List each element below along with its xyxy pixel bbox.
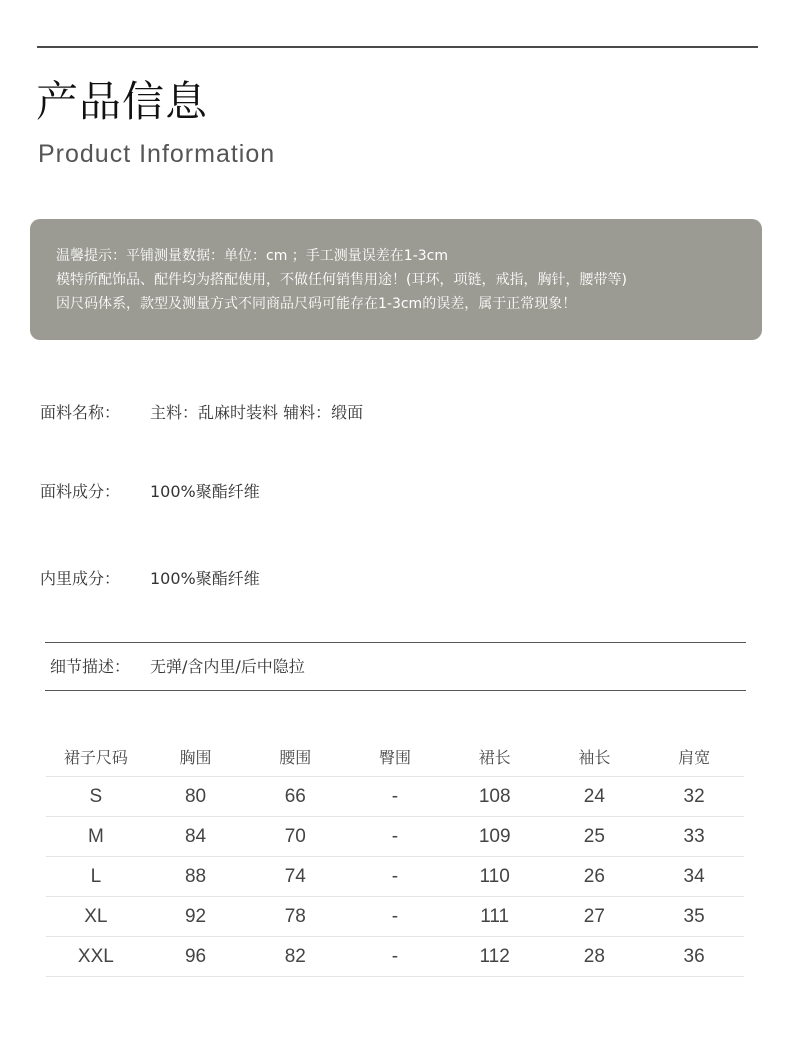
- section-subtitle: Product Information: [38, 140, 276, 168]
- table-cell: -: [345, 777, 445, 817]
- detail-label: 细节描述：: [50, 657, 131, 676]
- notice-line: 模特所配饰品、配件均为搭配使用，不做任何销售用途！(耳环，项链，戒指，胸针，腰带等): [56, 272, 627, 288]
- table-cell: -: [345, 817, 445, 857]
- table-cell: 109: [445, 817, 545, 857]
- header-hip: 臀围: [345, 737, 445, 777]
- fabric-composition-label: 面料成分：: [40, 482, 121, 501]
- table-cell: 74: [245, 857, 345, 897]
- table-cell: 78: [245, 897, 345, 937]
- top-divider: [37, 46, 758, 48]
- notice-line: 因尺码体系，款型及测量方式不同商品尺码可能存在1-3cm的误差，属于正常现象！: [56, 296, 577, 312]
- table-cell: XL: [46, 897, 146, 937]
- table-cell: 36: [644, 937, 744, 977]
- header-sleeve-length: 袖长: [545, 737, 645, 777]
- table-cell: S: [46, 777, 146, 817]
- table-cell: 33: [644, 817, 744, 857]
- table-cell: 32: [644, 777, 744, 817]
- table-cell: 111: [445, 897, 545, 937]
- table-cell: 88: [146, 857, 246, 897]
- notice-box: [30, 219, 762, 340]
- header-waist: 腰围: [245, 737, 345, 777]
- table-cell: L: [46, 857, 146, 897]
- table-cell: -: [345, 937, 445, 977]
- size-table-header: [46, 737, 744, 777]
- detail-value: 无弹/含内里/后中隐拉: [150, 657, 305, 676]
- table-cell: 24: [545, 777, 645, 817]
- header-shoulder-width: 肩宽: [644, 737, 744, 777]
- table-cell: 26: [545, 857, 645, 897]
- table-cell: 80: [146, 777, 246, 817]
- table-cell: 34: [644, 857, 744, 897]
- detail-bottom-divider: [45, 690, 746, 691]
- table-cell: 96: [146, 937, 246, 977]
- table-cell: -: [345, 897, 445, 937]
- table-cell: 84: [146, 817, 246, 857]
- table-cell: 92: [146, 897, 246, 937]
- notice-line: 温馨提示：平铺测量数据：单位：cm ；手工测量误差在1-3cm: [56, 248, 448, 264]
- table-row: [46, 777, 744, 817]
- table-row: [46, 897, 744, 937]
- fabric-name-value: 主料：乱麻时装料 辅料：缎面: [150, 403, 364, 422]
- table-cell: 108: [445, 777, 545, 817]
- table-cell: 27: [545, 897, 645, 937]
- lining-composition-label: 内里成分：: [40, 569, 121, 588]
- table-cell: 25: [545, 817, 645, 857]
- table-row: [46, 817, 744, 857]
- lining-composition-row: [40, 566, 260, 589]
- table-cell: -: [345, 857, 445, 897]
- table-cell: 66: [245, 777, 345, 817]
- fabric-composition-row: [40, 479, 260, 502]
- table-cell: M: [46, 817, 146, 857]
- size-table: [46, 737, 744, 977]
- table-cell: 82: [245, 937, 345, 977]
- table-row: [46, 857, 744, 897]
- lining-composition-value: 100%聚酯纤维: [150, 569, 260, 588]
- fabric-composition-value: 100%聚酯纤维: [150, 482, 260, 501]
- table-cell: 28: [545, 937, 645, 977]
- detail-top-divider: [45, 642, 746, 643]
- detail-row: [50, 654, 305, 677]
- section-title: 产品信息: [36, 77, 209, 126]
- fabric-name-row: [40, 400, 363, 423]
- fabric-name-label: 面料名称：: [40, 403, 121, 422]
- table-row: [46, 937, 744, 977]
- header-size: 裙子尺码: [46, 737, 146, 777]
- table-cell: 110: [445, 857, 545, 897]
- header-bust: 胸围: [146, 737, 246, 777]
- table-cell: 35: [644, 897, 744, 937]
- table-cell: 70: [245, 817, 345, 857]
- table-cell: 112: [445, 937, 545, 977]
- table-cell: XXL: [46, 937, 146, 977]
- header-skirt-length: 裙长: [445, 737, 545, 777]
